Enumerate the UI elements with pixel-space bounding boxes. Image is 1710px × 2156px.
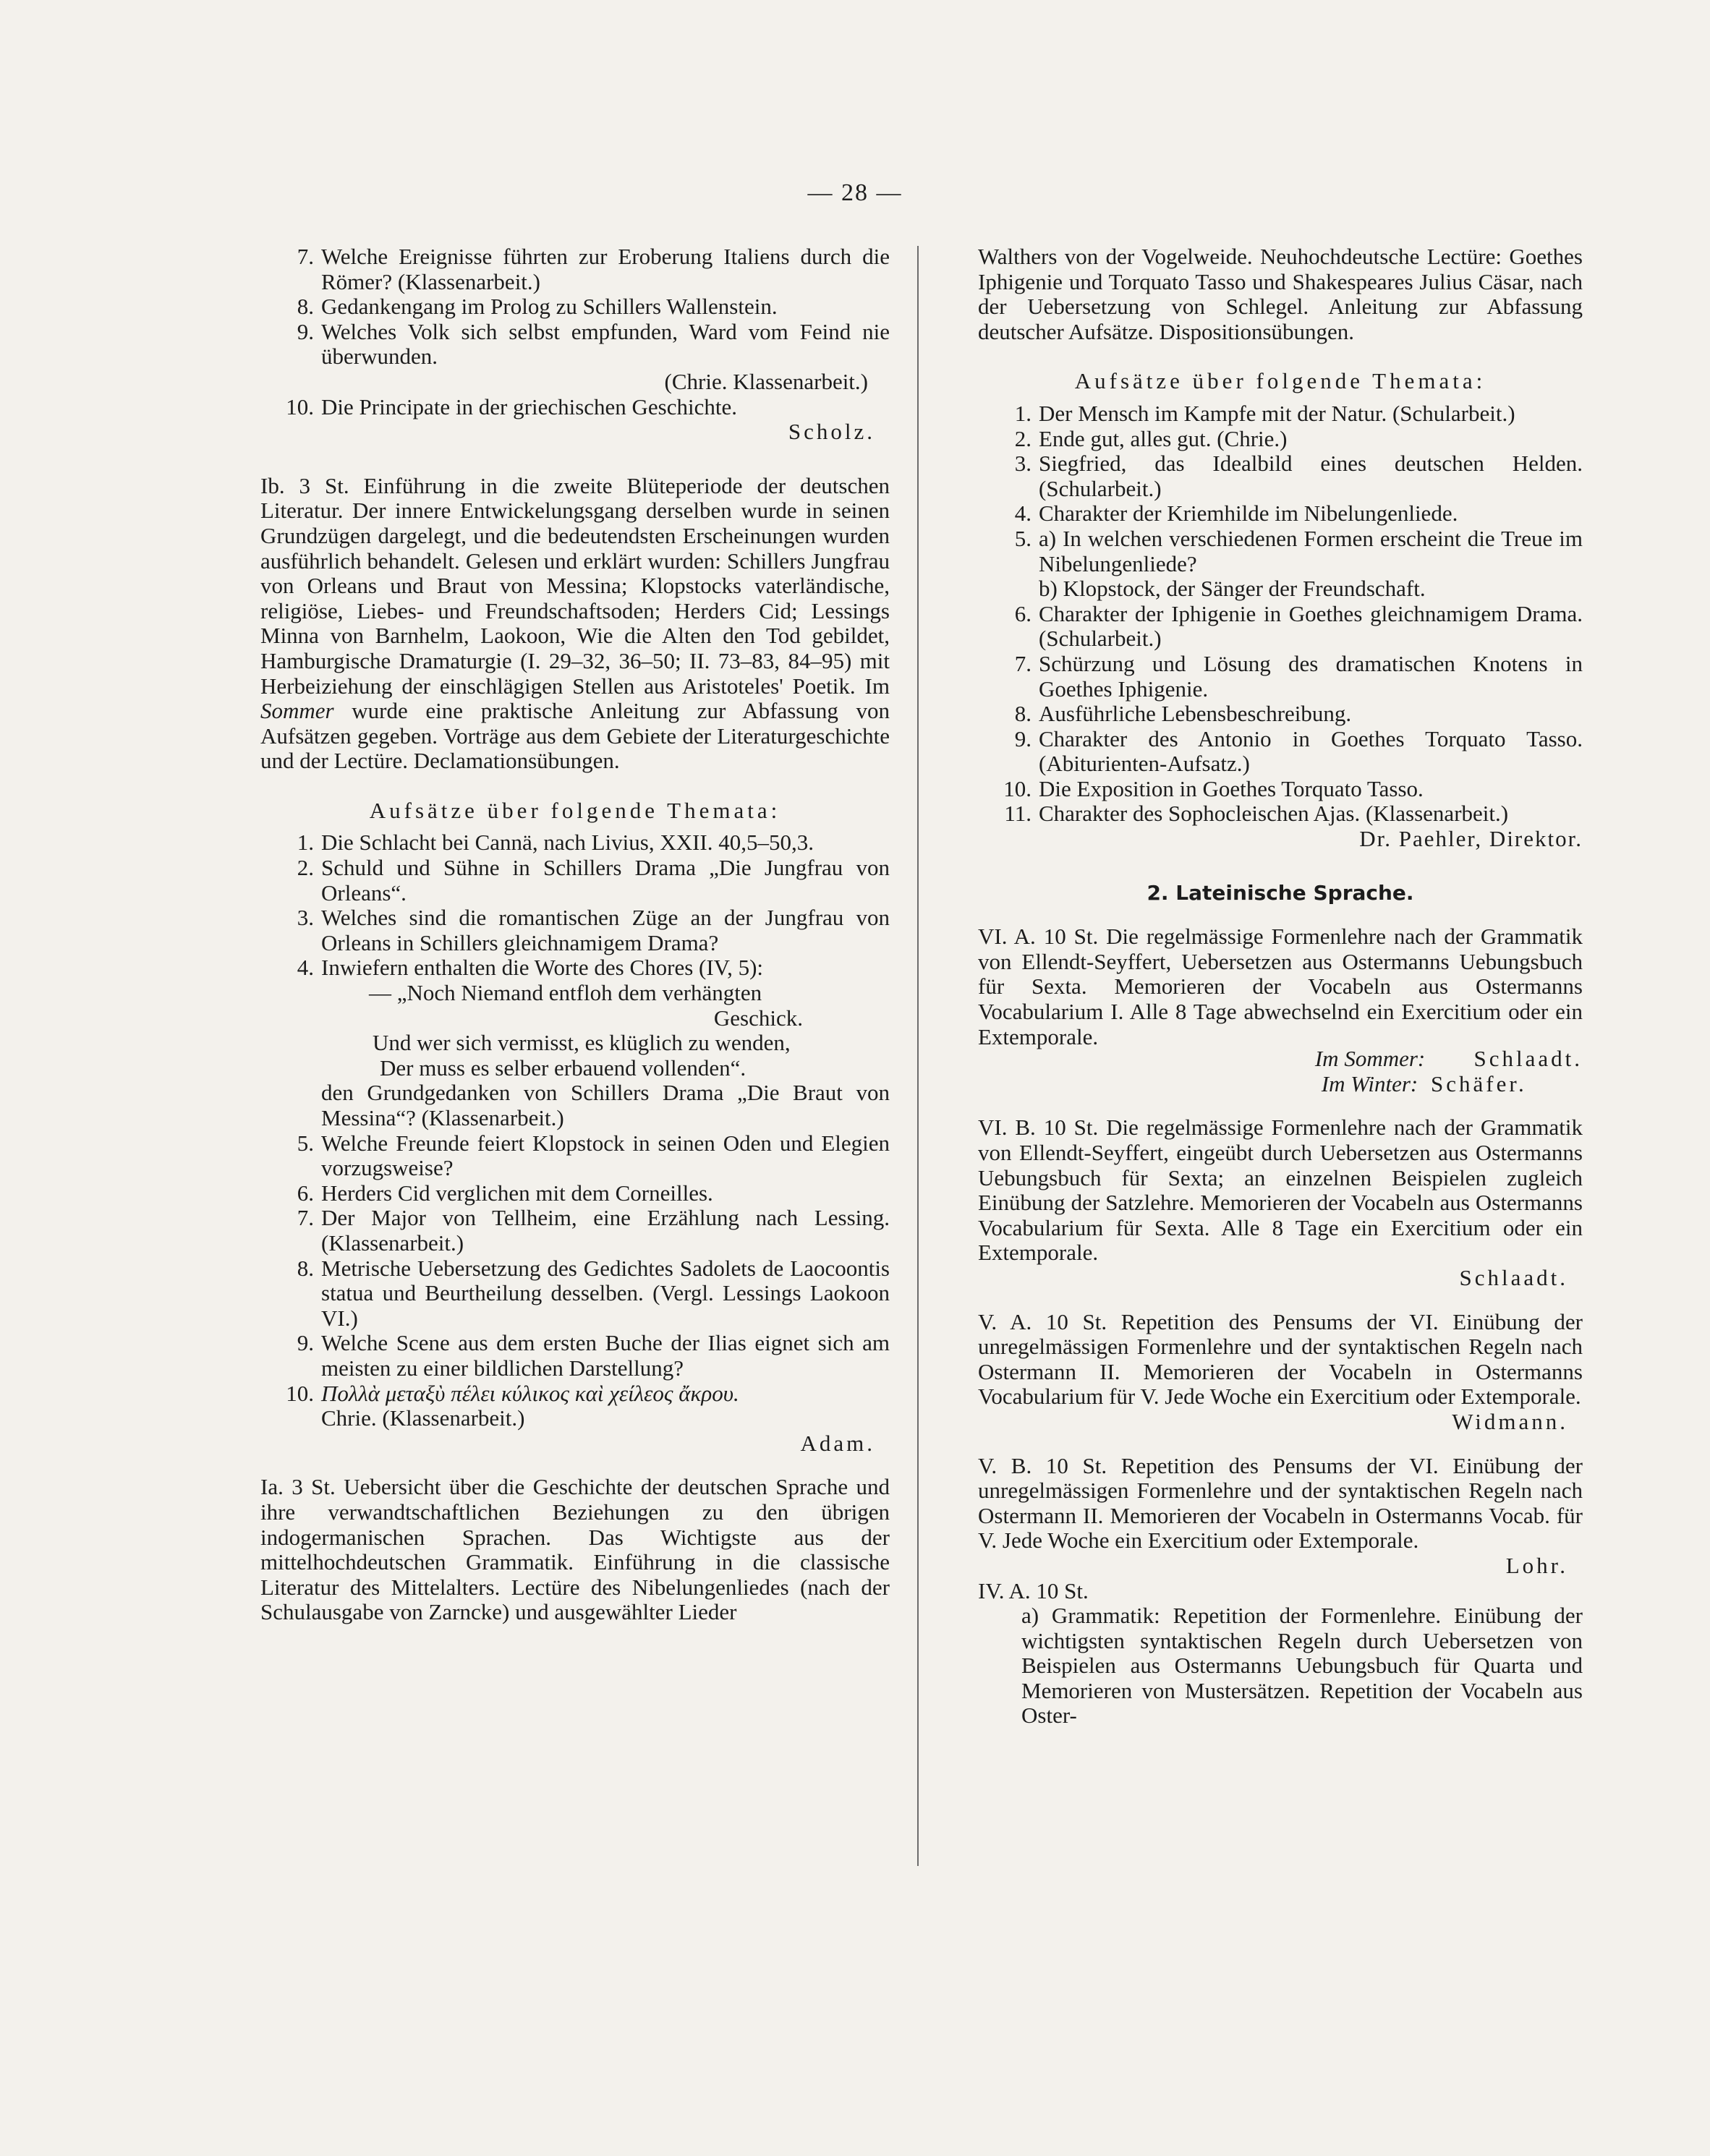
themes-list <box>260 830 890 1431</box>
themes-intro-list <box>260 244 890 419</box>
teacher-signature: Im Sommer: Schlaadt. <box>1314 1046 1583 1072</box>
greek-quote: Πολλὰ μεταξὺ πέλει κύλικος καὶ χείλεος ἄκρου. <box>321 1380 739 1406</box>
list-item: 4. Inwiefern enthalten die Worte des Chores (IV, 5): <box>297 955 764 981</box>
vb-paragraph: V. B. 10 St. Repetition des Pensums der VI. Einübung der unregelmässigen Formenlehre und der syntaktischen Regeln nach Ostermann II. Memorieren der Vocabeln in Ostermanns Vocab. für V. Jede Woche ein Exercitium oder Extemporale. <box>978 1452 1583 1554</box>
list-item: 10. Die Exposition in Goethes Torquato Tasso. <box>1003 775 1424 801</box>
list-item: 3. Welches sind die romantischen Züge an der Jungfrau von Orleans in Schillers gleichnamigem Drama? <box>297 905 890 955</box>
via-paragraph: VI. A. 10 St. Die regelmässige Formenlehre nach der Grammatik von Ellendt-Seyffert, Uebersetzen aus Ostermanns Uebungsbuch für Sexta. Memorieren der Vocabeln aus Ostermanns Vocabularium I. Alle 8 Tage abwechselnd ein Exercitium oder ein Extemporale. <box>978 924 1583 1049</box>
list-item: 7. Der Major von Tellheim, eine Erzählung nach Lessing. (Klassenarbeit.) <box>297 1205 890 1256</box>
list-item: 2. Schuld und Sühne in Schillers Drama „Die Jungfrau von Orleans“. <box>297 855 890 906</box>
verse-line: Geschick. <box>713 1005 803 1031</box>
list-item: 11. Charakter des Sophocleischen Ajas. (Klassenarbeit.) <box>1004 801 1509 827</box>
list-item: 9. Charakter des Antonio in Goethes Torquato Tasso. (Abiturienten-Aufsatz.) <box>1014 725 1583 777</box>
themes-heading: Aufsätze über folgende Themata: <box>369 797 781 823</box>
iva-paragraph: a) Grammatik: Repetition der Formenlehre. Einübung der wichtigsten syntaktischen Regeln durch Uebersetzen von Beispielen aus Ostermanns Uebungsbuch für Quarta und Memorieren von Mustersätzen. Repetition der Vocabeln aus Oster- <box>1021 1603 1583 1729</box>
list-item: den Grundgedanken von Schillers Drama „Die Braut von Messina“? (Klassenarbeit.) <box>321 1080 890 1130</box>
verse-line: Und wer sich vermisst, es klüglich zu wenden, <box>373 1030 791 1056</box>
item-note: (Chrie. Klassenarbeit.) <box>664 368 868 394</box>
list-item: 5. a) In welchen verschiedenen Formen erscheint die Treue im Nibelungenliede? <box>1014 525 1583 576</box>
vib-paragraph: VI. B. 10 St. Die regelmässige Formenlehre nach der Grammatik von Ellendt-Seyffert, eingeübt durch Uebersetzen aus Ostermanns Uebungsbuch für Sexta; an einzelnen Beispielen zugleich Einübung der Satzlehre. Memorieren der Vocabeln aus Ostermanns Vocabularium für Sexta. Alle 8 Tage ein Exercitium oder ein Extemporale. <box>978 1115 1583 1266</box>
list-item: 10. Πολλὰ μεταξὺ πέλει κύλικος καὶ χείλεος ἄκρου. Chrie. (Klassenarbeit.) <box>286 1380 739 1431</box>
teacher-signature: Adam. <box>800 1430 875 1456</box>
section-title: 2. Lateinische Sprache. <box>1147 880 1414 905</box>
teacher-signature: Schlaadt. <box>1459 1264 1568 1290</box>
list-item: b) Klopstock, der Sänger der Freundschaft. <box>1039 576 1426 602</box>
ia-paragraph: Ia. 3 St. Uebersicht über die Geschichte der deutschen Sprache und ihre verwandtschaftlichen Beziehungen zu den übrigen indogermanischen Sprachen. Das Wichtigste aus der mittelhochdeutschen Grammatik. Einführung in die classische Literatur des Mittelalters. Lectüre des Nibelungenliedes (nach der Schulausgabe von Zarncke) und ausgewählter Lieder <box>260 1474 890 1625</box>
list-item: 7. Schürzung und Lösung des dramatischen Knotens in Goethes Iphigenie. <box>1014 650 1583 702</box>
list-item: 6. Charakter der Iphigenie in Goethes gleichnamigem Drama. (Schularbeit.) <box>1014 600 1583 652</box>
list-item: 7. Welche Ereignisse führten zur Eroberung Italiens durch die Römer? (Klassenarbeit.) <box>297 244 890 294</box>
left-column <box>260 244 890 1625</box>
list-item: 4. Charakter der Kriemhilde im Nibelungenliede. <box>1014 500 1458 527</box>
teacher-signature: Scholz. <box>788 419 875 445</box>
list-item: 9. Welche Scene aus dem ersten Buche der Ilias eignet sich am meisten zu einer bildlichen Darstellung? <box>297 1330 890 1381</box>
themes-list <box>978 401 1583 827</box>
list-item: 1. Der Mensch im Kampfe mit der Natur. (Schularbeit.) <box>1014 400 1515 426</box>
teacher-signature: Widmann. <box>1452 1408 1568 1434</box>
list-item: 5. Welche Freunde feiert Klopstock in seinen Oden und Elegien vorzugsweise? <box>297 1130 890 1181</box>
director-signature: Dr. Paehler, Direktor. <box>1359 826 1583 852</box>
teacher-signature: Im Winter: Schäfer. <box>1321 1070 1527 1096</box>
va-paragraph: V. A. 10 St. Repetition des Pensums der VI. Einübung der unregelmässigen Formenlehre und der syntaktischen Regeln nach Ostermann II. Memorieren der Vocabeln in Ostermanns Vocabularium für V. Jede Woche ein Exercitium oder Extemporale. <box>978 1308 1583 1410</box>
ib-paragraph: Ib. 3 St. Einführung in die zweite Blüteperiode der deutschen Literatur. Der innere Entwickelungsgang derselben wurde in seinen Grundzügen dargelegt, und die bedeutendsten Erscheinungen wurden ausführlich behandelt. Gelesen und erklärt wurden: Schillers Jungfrau von Orleans und Braut von Messina; Klopstocks vaterländische, religiöse, Liebes- und Freundschaftsoden; Herders Cid; Lessings Minna von Barnhelm, Laokoon, Wie die Alten den Tod gebildet, Hamburgische Dramaturgie (I. 29–32, 36–50; II. 73–83, 84–95) mit Herbeiziehung der einschlägigen Stellen aus Aristoteles' Poetik. Im Sommer wurde eine praktische Anleitung zur Abfassung von Aufsätzen gegeben. Vorträge aus dem Gebiete der Literaturgeschichte und der Lectüre. Declamationsübungen. <box>260 472 890 774</box>
themes-heading: Aufsätze über folgende Themata: <box>1074 368 1486 394</box>
verse-line: Der muss es selber erbauend vollenden“. <box>380 1054 746 1081</box>
right-column <box>978 244 1583 1729</box>
list-item: 3. Siegfried, das Idealbild eines deutschen Helden. (Schularbeit.) <box>1014 451 1583 501</box>
continued-paragraph: Walthers von der Vogelweide. Neuhochdeutsche Lectüre: Goethes Iphigenie und Torquato Tasso und Shakespeares Julius Cäsar, nach der Uebersetzung von Schlegel. Anleitung zur Abfassung deutscher Aufsätze. Dispositionsübungen. <box>978 244 1583 344</box>
iva-heading: IV. A. 10 St. <box>978 1577 1089 1603</box>
list-item: 6. Herders Cid verglichen mit dem Corneilles. <box>297 1180 713 1206</box>
list-item: 10. Die Principate in der griechischen Geschichte. <box>286 393 737 419</box>
verse-line: — „Noch Niemand entfloh dem verhängten <box>369 980 762 1006</box>
teacher-signature: Lohr. <box>1505 1552 1568 1578</box>
list-item: 8. Gedankengang im Prolog zu Schillers Wallenstein. <box>297 294 778 320</box>
list-item: 1. Die Schlacht bei Cannä, nach Livius, XXII. 40,5–50,3. <box>297 830 814 856</box>
list-item: 2. Ende gut, alles gut. (Chrie.) <box>1014 425 1288 451</box>
column-divider <box>917 246 919 1866</box>
list-item: 8. Ausführliche Lebensbeschreibung. <box>1014 701 1352 727</box>
list-item: 8. Metrische Uebersetzung des Gedichtes Sadolets de Laocoontis statua und Beurtheilung desselben. (Vergl. Lessings Laokoon VI.) <box>297 1255 890 1331</box>
list-item: 9. Welches Volk sich selbst empfunden, Ward vom Feind nie überwunden. <box>297 318 890 370</box>
page-number: — 28 — <box>807 179 903 206</box>
